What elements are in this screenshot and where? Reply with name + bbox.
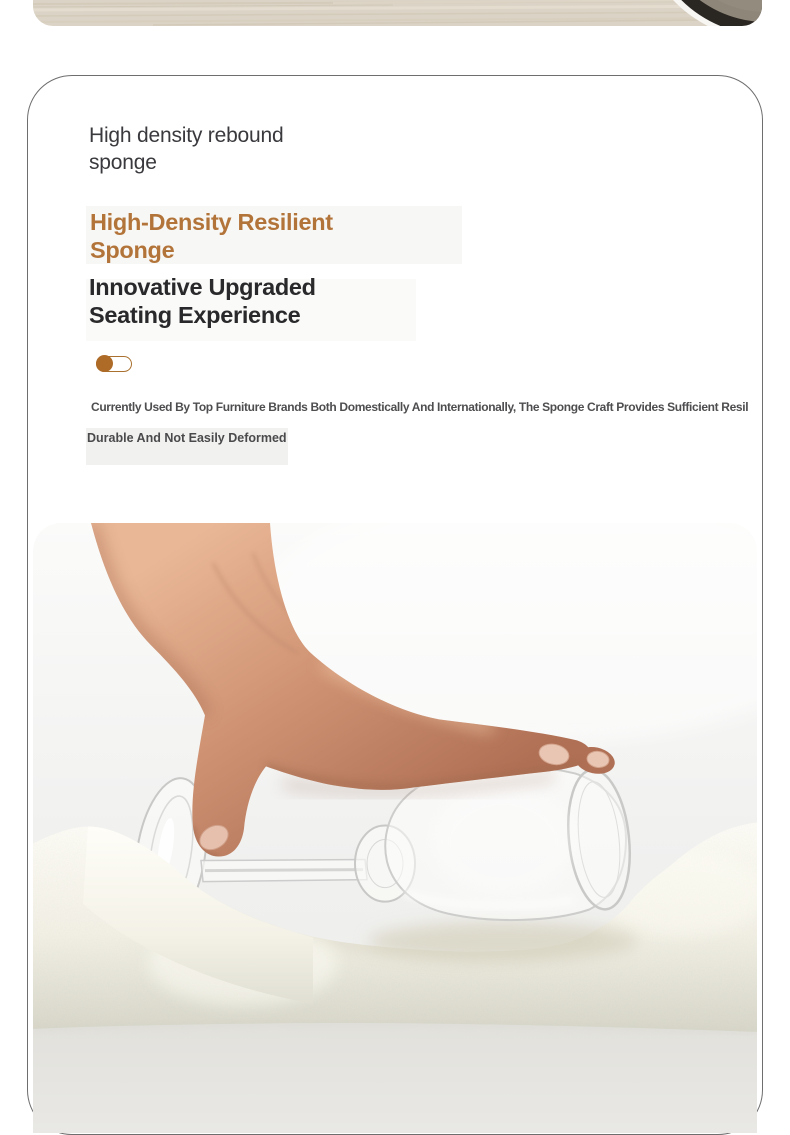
feature-note: Durable And Not Easily Deformed [86, 428, 288, 465]
wood-photo-graphic [33, 0, 762, 26]
foam-demo-photo [33, 523, 757, 1133]
product-subtitle: High density rebound sponge [89, 124, 284, 174]
accent-heading: High-Density Resilient Sponge [90, 209, 333, 263]
toggle-icon [96, 356, 132, 372]
feature-paragraph: Currently Used By Top Furniture Brands Both Domestically And Internationally, The Sponge Craft Provides Sufficient Resil [91, 400, 749, 414]
main-heading: Innovative Upgraded Seating Experience [89, 274, 316, 328]
toggle-knob-icon [96, 355, 113, 372]
foam-demo-graphic [33, 523, 757, 1133]
wood-photo [33, 0, 762, 26]
